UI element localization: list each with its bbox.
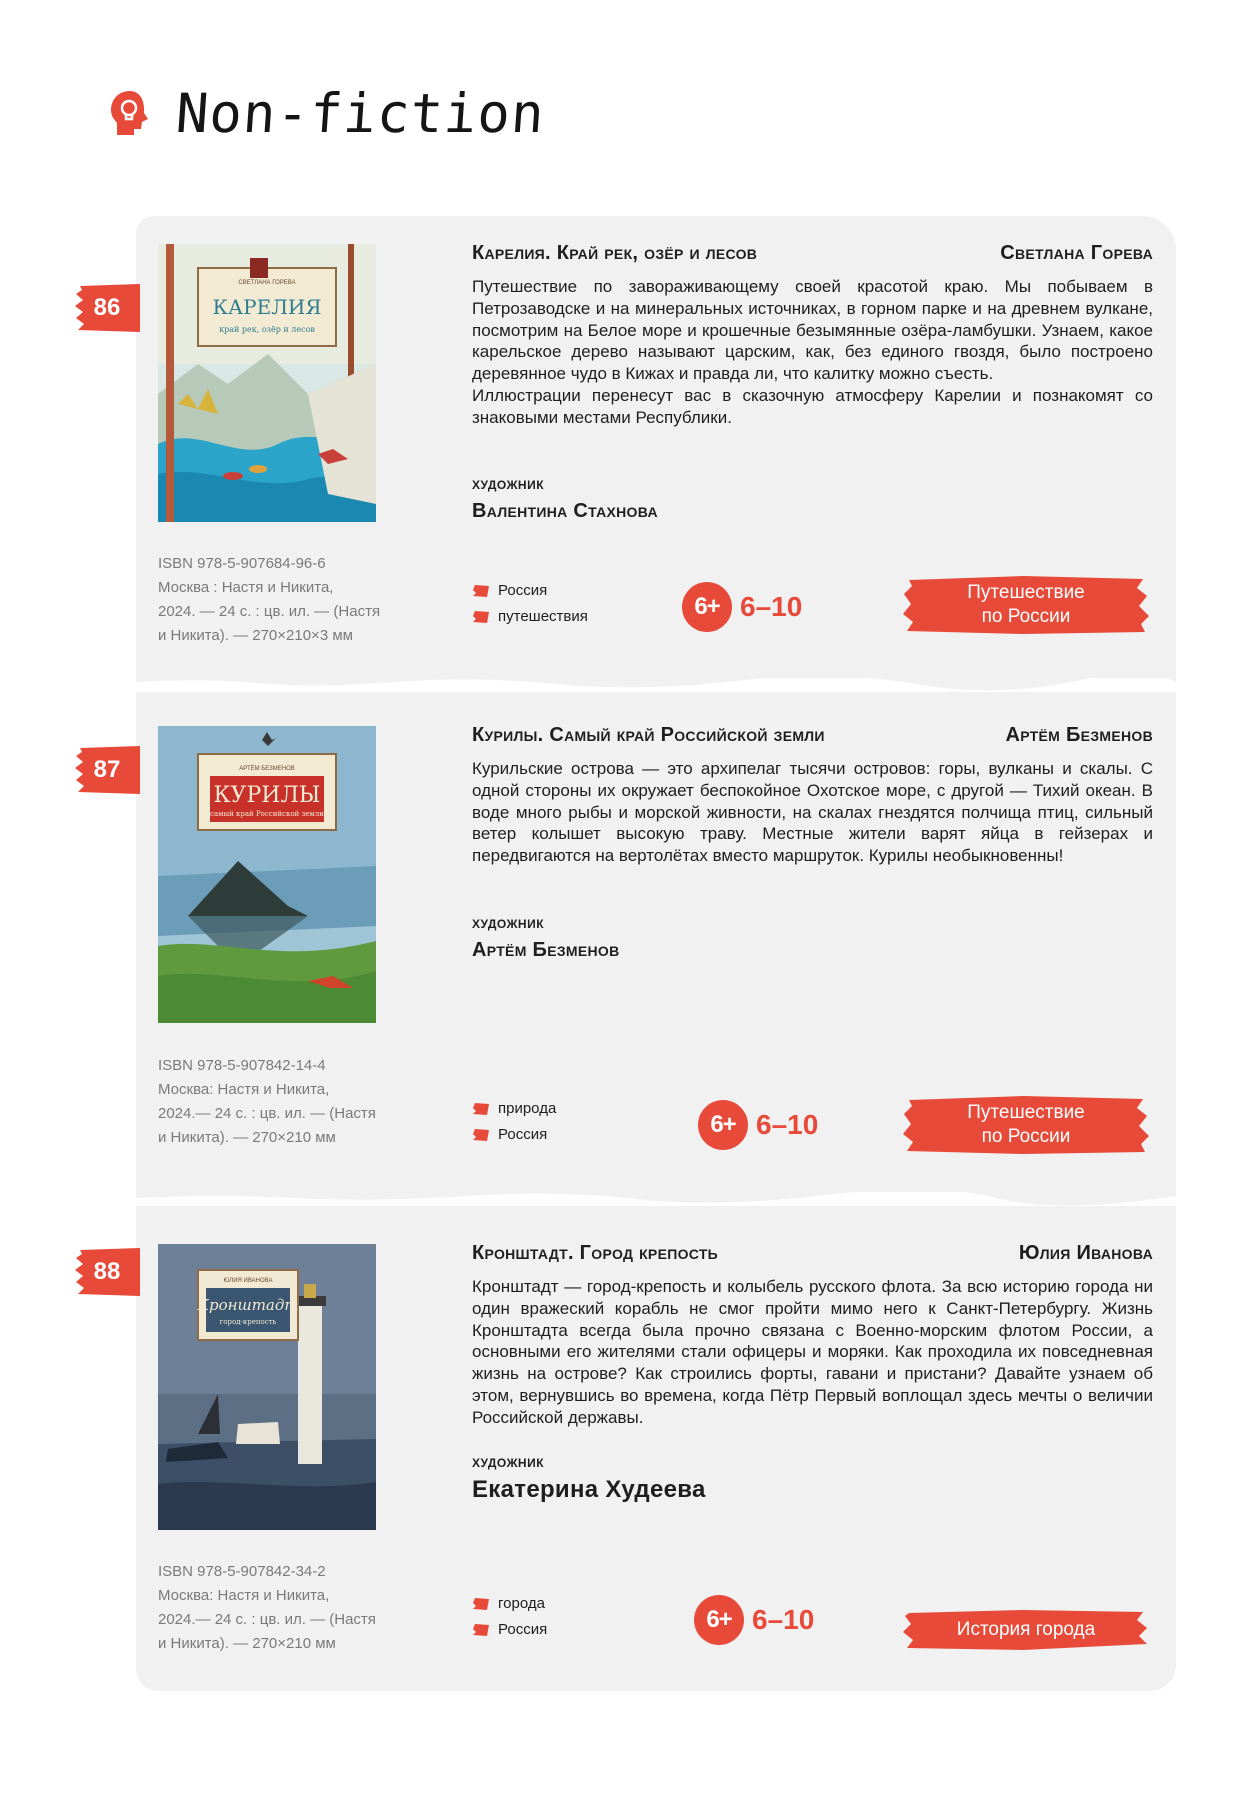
- age-range: 6–10: [756, 1109, 819, 1140]
- tag-item[interactable]: [472, 578, 588, 604]
- book-description: [472, 758, 1153, 867]
- book-cover[interactable]: [158, 726, 376, 1023]
- cover-author: СВЕТЛАНА ГОРЕВА: [238, 280, 296, 286]
- series-label: История города: [956, 1619, 1096, 1640]
- tag-item[interactable]: [472, 1096, 556, 1122]
- publication-line: 2024. — 24 с. : цв. ил. — (Настя: [158, 603, 381, 620]
- item-number: 86: [93, 294, 121, 321]
- bibliographic-info: [158, 552, 398, 648]
- book-title: Карелия. Край рек, озёр и лесов: [472, 242, 758, 264]
- illustrator-name: Артём Безменов: [472, 939, 620, 961]
- book-author: Артём Безменов: [1005, 724, 1153, 746]
- tag-marker-icon: [472, 1623, 490, 1637]
- isbn: ISBN 978-5-907842-34-2: [158, 1563, 326, 1580]
- tag-marker-icon: [472, 1128, 490, 1142]
- age-badge: 6+: [698, 1100, 748, 1150]
- tag-list: [472, 1096, 556, 1148]
- bibliographic-info: [158, 1054, 398, 1150]
- publisher-line: Москва: Настя и Никита,: [158, 1587, 330, 1604]
- age-range: 6–10: [740, 591, 803, 622]
- series-label: Путешествие: [967, 582, 1085, 603]
- dimensions-line: и Никита). — 270×210×3 мм: [158, 627, 353, 644]
- book-title: Кронштадт. Город крепость: [472, 1242, 719, 1264]
- book-title: Курилы. Самый край Российской земли: [472, 724, 825, 746]
- book-description: [472, 1276, 1153, 1429]
- item-number-tag: [74, 284, 140, 332]
- tag-label: города: [498, 1595, 545, 1612]
- cover-author: АРТЁМ БЕЗМЕНОВ: [239, 766, 295, 772]
- description-paragraph: Путешествие по завораживающему своей красотой краю. Мы побываем в Петрозаводске и на минеральных источниках, в горном парке и на древнем вулкане, посмотрим на Белое море и крошечные безымянные озёра-ламбушки. Узнаем, какое карельское дерево называют царским, как, без единого гвоздя, было построено деревянное чудо в Кижах и правда ли, что калитку можно съесть.: [472, 277, 1153, 384]
- item-number-tag: [74, 1248, 140, 1296]
- tag-item[interactable]: [472, 1122, 556, 1148]
- item-number-tag: [74, 746, 140, 794]
- tag-item[interactable]: [472, 604, 588, 630]
- age-rating: [698, 1100, 818, 1150]
- tag-list: [472, 1591, 547, 1643]
- series-label: Путешествие: [967, 1102, 1085, 1123]
- cover-subtitle: край рек, озёр и лесов: [219, 325, 315, 334]
- illustrator-label: художник: [472, 474, 545, 493]
- illustrator-label: художник: [472, 1452, 545, 1471]
- section-header: [108, 78, 545, 148]
- dimensions-line: и Никита). — 270×210 мм: [158, 1129, 336, 1146]
- isbn: ISBN 978-5-907842-14-4: [158, 1057, 326, 1074]
- tag-label: Россия: [498, 1126, 548, 1143]
- cover-subtitle: город-крепость: [219, 1318, 277, 1326]
- publication-line: 2024.— 24 с. : цв. ил. — (Настя: [158, 1105, 376, 1122]
- cover-title: Кронштадт: [197, 1296, 299, 1314]
- tag-item[interactable]: [472, 1591, 547, 1617]
- age-badge: 6+: [682, 582, 732, 632]
- section-title: Non-fiction: [173, 81, 547, 145]
- age-range: 6–10: [752, 1604, 815, 1635]
- item-number: 88: [93, 1258, 121, 1285]
- book-cover[interactable]: [158, 1244, 376, 1530]
- series-label: по России: [981, 1126, 1071, 1147]
- tag-marker-icon: [472, 610, 490, 624]
- lightbulb-head-icon: [108, 89, 152, 137]
- description-paragraph: Иллюстрации перенесут вас в сказочную атмосферу Карелии и познакомят со знаковыми местами Республики.: [472, 385, 1153, 427]
- bibliographic-info: [158, 1560, 398, 1656]
- tag-label: Россия: [498, 1621, 548, 1638]
- tag-item[interactable]: [472, 1617, 547, 1643]
- cover-title: КАРЕЛИЯ: [212, 295, 322, 319]
- illustrator-name: Валентина Стахнова: [472, 500, 658, 522]
- book-description: [472, 276, 1153, 429]
- isbn: ISBN 978-5-907684-96-6: [158, 555, 326, 572]
- tag-marker-icon: [472, 1597, 490, 1611]
- tag-list: [472, 578, 588, 630]
- age-badge: 6+: [694, 1595, 744, 1645]
- divider: [136, 1192, 1176, 1206]
- age-rating: [694, 1595, 814, 1645]
- tag-label: природа: [498, 1100, 557, 1117]
- series-badge[interactable]: [903, 1610, 1149, 1650]
- tag-label: путешествия: [498, 608, 588, 625]
- publisher-line: Москва : Настя и Никита,: [158, 579, 334, 596]
- item-number: 87: [93, 756, 121, 783]
- cover-author: ЮЛИЯ ИВАНОВА: [223, 1278, 273, 1284]
- cover-title: КУРИЛЫ: [213, 783, 321, 808]
- description-paragraph: Курильские острова — это архипелаг тысячи островов: горы, вулканы и скалы. С одной стороны их окружает беспокойное Охотское море, с другой — Тихий океан. В воде много рыбы и морской живности, на скалах гнездятся полчища птиц, сильный ветер колышет высокую траву. Местные жители варят яйца в гейзерах и передвигаются на вертолётах вместо маршруток. Курилы необыкновенны!: [472, 759, 1153, 866]
- series-badge[interactable]: [903, 1096, 1149, 1154]
- tag-label: Россия: [498, 582, 548, 599]
- publication-line: 2024.— 24 с. : цв. ил. — (Настя: [158, 1611, 376, 1628]
- book-author: Юлия Иванова: [1018, 1242, 1153, 1264]
- divider: [136, 678, 1176, 692]
- book-cover[interactable]: [158, 244, 376, 522]
- illustrator-label: художник: [472, 913, 545, 932]
- book-author: Светлана Горева: [1000, 242, 1153, 264]
- publisher-line: Москва: Настя и Никита,: [158, 1081, 330, 1098]
- dimensions-line: и Никита). — 270×210 мм: [158, 1635, 336, 1652]
- series-label: по России: [981, 606, 1071, 627]
- cover-subtitle: самый край Российской земли: [210, 810, 324, 818]
- age-rating: [682, 582, 802, 632]
- tag-marker-icon: [472, 584, 490, 598]
- description-paragraph: Кронштадт — город-крепость и колыбель русского флота. За всю историю города ни один вражеский корабль не смог пройти мимо него к Санкт-Петербургу. Жизнь Кронштадта всегда была прочно связана с Военно-морским флотом России, а основными его жителями стали офицеры и моряки. Как проходила их повседневная жизнь на острове? Как строились форты, гавани и пристани? Давайте узнаем об этом, вернувшись во времена, когда Пётр Первый воплощал здесь мечты о величии Российской державы.: [472, 1277, 1153, 1427]
- illustrator-name: Екатерина Худеева: [472, 1476, 706, 1503]
- tag-marker-icon: [472, 1102, 490, 1116]
- series-badge[interactable]: [903, 576, 1149, 634]
